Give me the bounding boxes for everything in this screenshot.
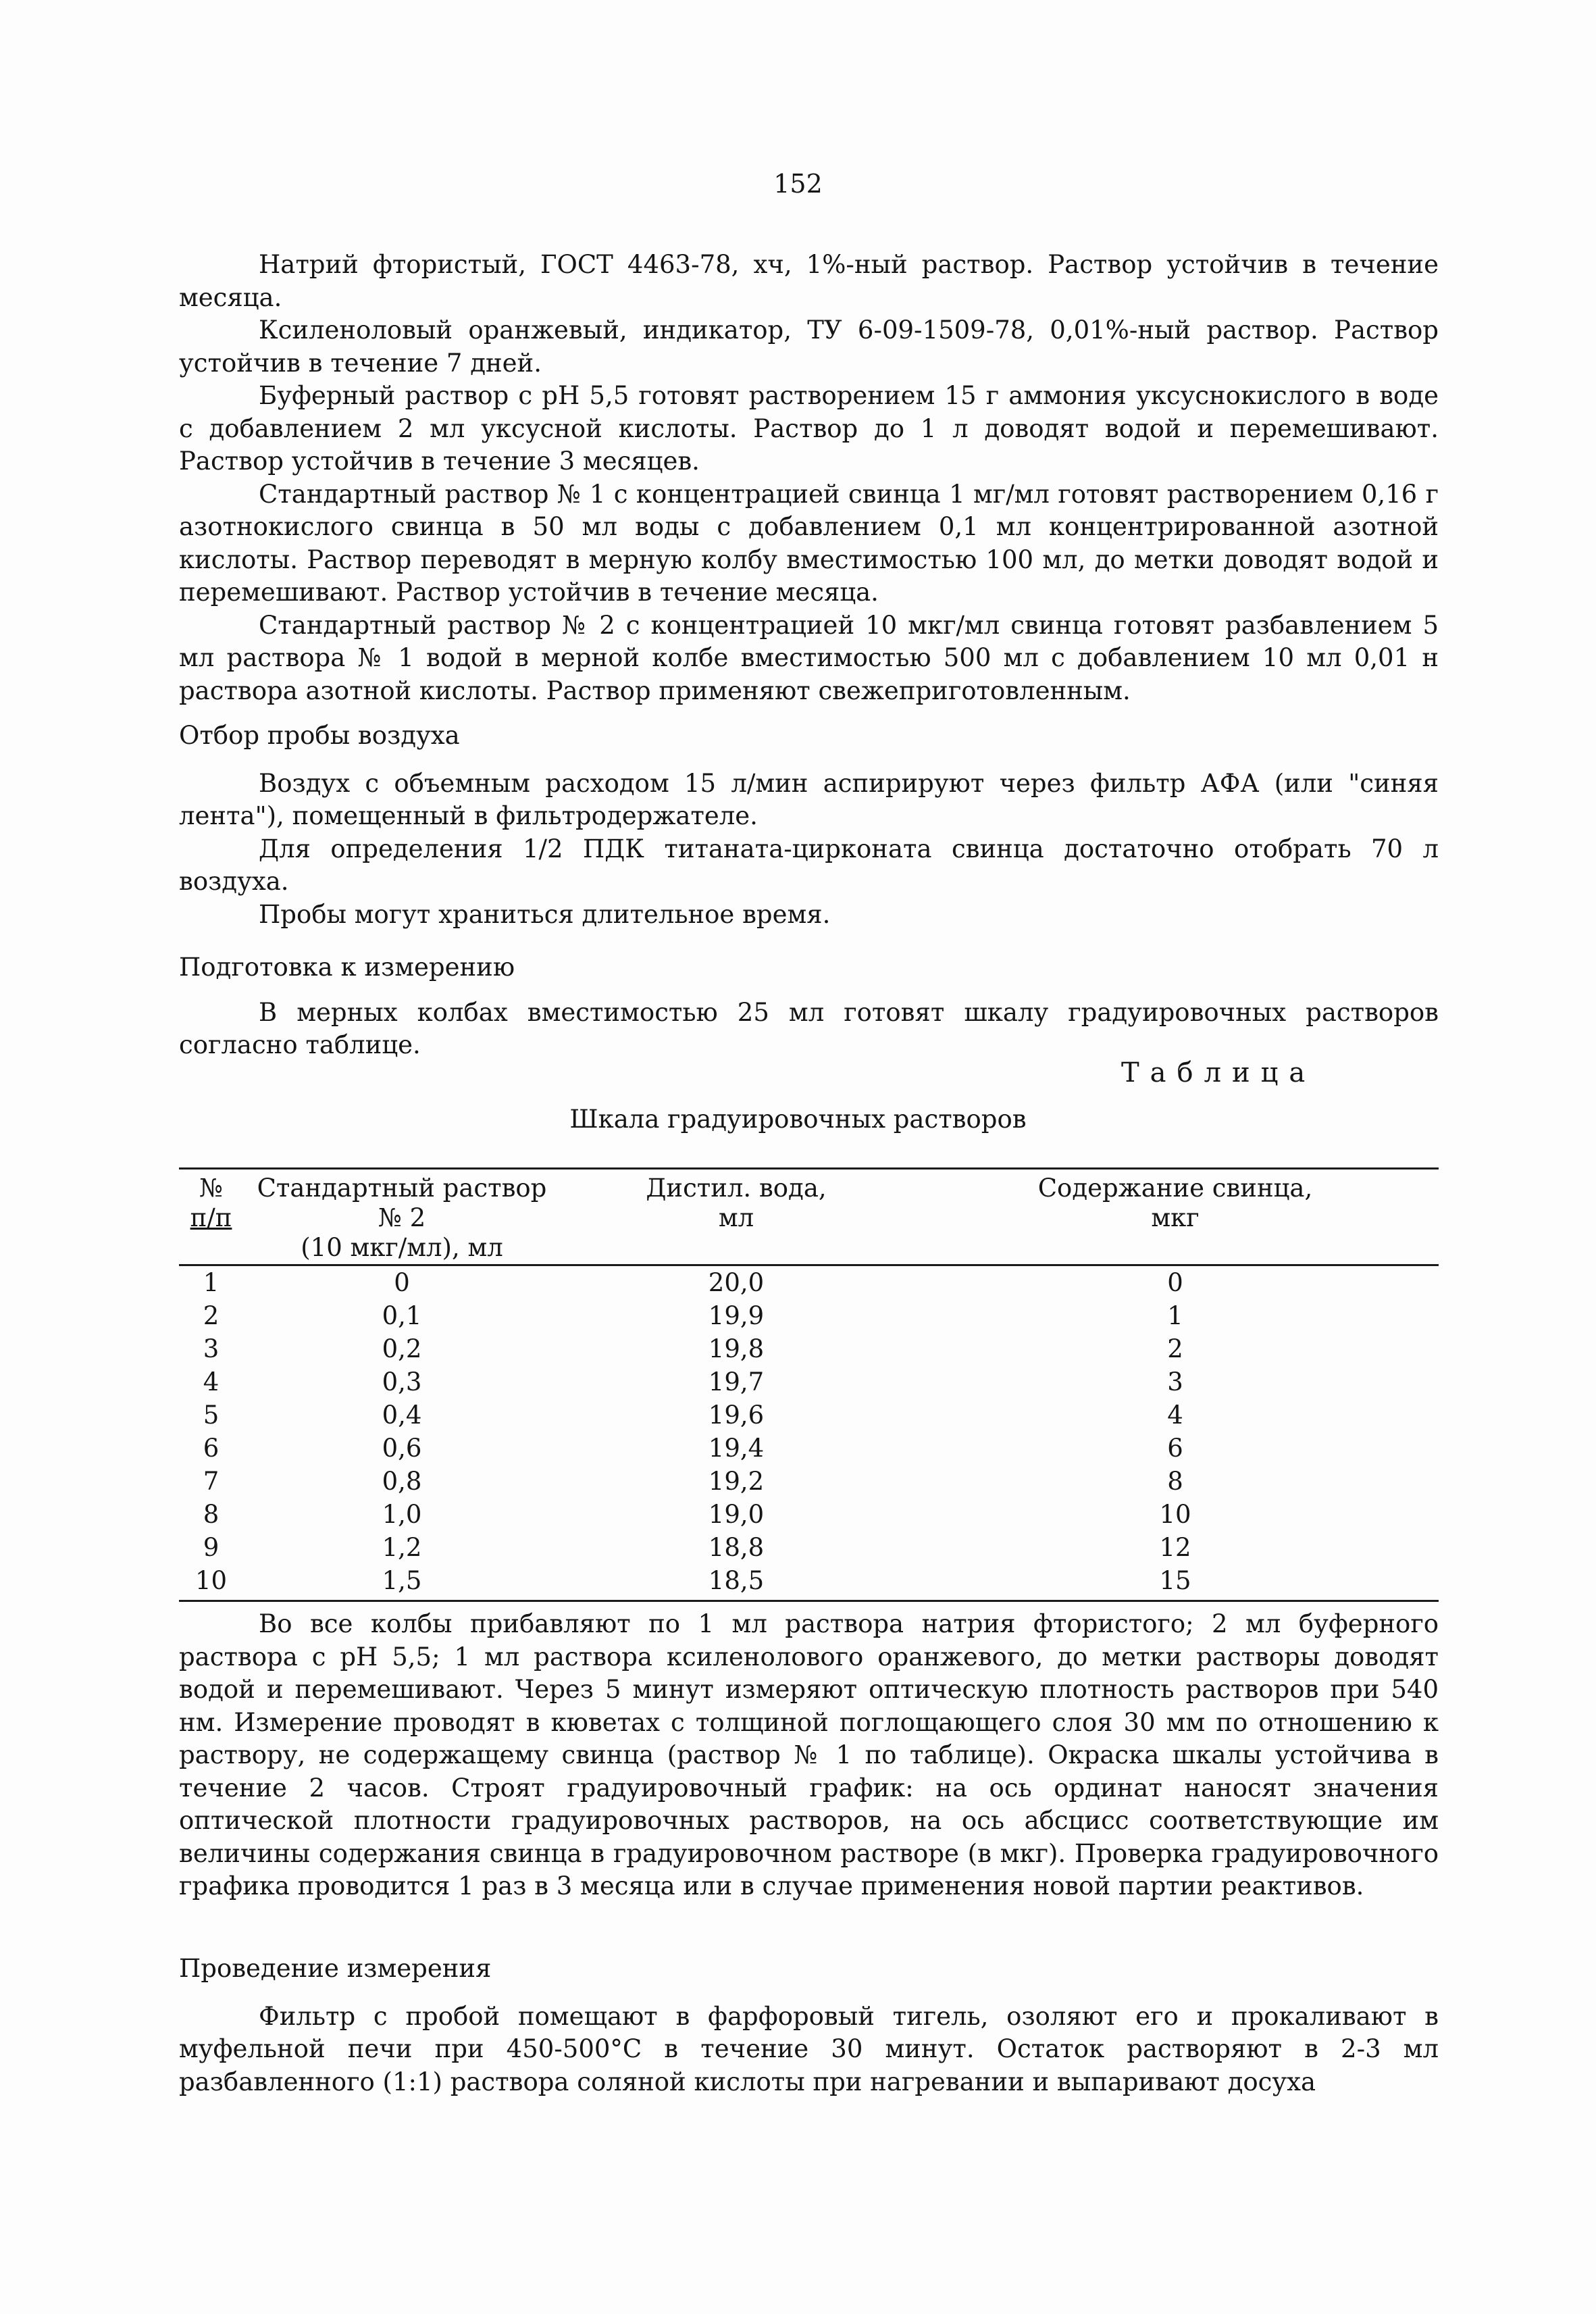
cell-number: 5 xyxy=(203,1401,220,1430)
cell-number: 4 xyxy=(203,1367,220,1397)
measurement-section xyxy=(179,1953,1439,2098)
cell-standard: 0,8 xyxy=(382,1467,422,1496)
cell-standard: 0 xyxy=(394,1268,410,1297)
cell-standard: 0,3 xyxy=(382,1367,422,1397)
heading-air-sampling: Отбор пробы воздуха xyxy=(179,721,460,750)
cell-lead: 3 xyxy=(1167,1367,1183,1397)
cell-lead: 10 xyxy=(1159,1500,1191,1529)
cell-number: 1 xyxy=(203,1268,220,1297)
preparation-section xyxy=(179,951,1439,1062)
cell-water: 19,8 xyxy=(708,1334,765,1363)
calibration-table xyxy=(179,1167,1439,1602)
reagents-section xyxy=(179,249,1439,707)
calibration-procedure-section xyxy=(179,1608,1439,1903)
table-row xyxy=(179,1332,1439,1365)
table-row xyxy=(179,1299,1439,1332)
cell-water: 19,4 xyxy=(708,1434,765,1463)
cell-water: 19,7 xyxy=(708,1367,765,1397)
paragraph-xylenol-orange: Ксиленоловый оранжевый, индикатор, ТУ 6-09-1509-78, 0,01%-ный раствор. Раствор устойчив в течение 7 дней. xyxy=(179,316,1439,378)
cell-standard: 0,1 xyxy=(382,1301,422,1330)
table-row xyxy=(179,1531,1439,1564)
cell-water: 19,0 xyxy=(708,1500,765,1529)
table-row xyxy=(179,1265,1439,1300)
table-row xyxy=(179,1564,1439,1601)
cell-water: 18,5 xyxy=(561,1564,912,1601)
paragraph-buffer-solution: Буферный раствор с pH 5,5 готовят растворением 15 г аммония уксуснокислого в воде с добавлением 2 мл уксусной кислоты. Раствор до 1 л доводят водой и перемешивают. Раствор устойчив в течение 3 месяцев. xyxy=(179,381,1439,476)
paragraph-sample-volume: Для определения 1/2 ПДК титаната-цирконата свинца достаточно отобрать 70 л воздуха. xyxy=(179,834,1439,896)
cell-standard: 0,4 xyxy=(382,1401,422,1430)
paragraph-air-flow: Воздух с объемным расходом 15 л/мин аспирируют через фильтр АФА (или "синяя лента"), помещенный в фильтродержателе. xyxy=(179,768,1439,830)
cell-lead: 4 xyxy=(1167,1401,1183,1430)
header-lead-content: Содержание свинца, мкг xyxy=(1037,1174,1313,1232)
cell-lead: 15 xyxy=(912,1564,1439,1601)
cell-water: 19,9 xyxy=(708,1301,765,1330)
heading-measurement: Проведение измерения xyxy=(179,1954,492,1983)
header-distilled-water: Дистил. вода, мл xyxy=(646,1174,827,1232)
cell-standard: 0,2 xyxy=(382,1334,422,1363)
cell-number: 2 xyxy=(203,1301,220,1330)
table-row xyxy=(179,1399,1439,1432)
paragraph-standard-solution-2: Стандартный раствор № 2 с концентрацией 10 мкг/мл свинца готовят разбавлением 5 мл раствора № 1 водой в мерной колбе вместимостью 500 мл с добавлением 10 мл 0,01 н раствора азотной кислоты. Раствор применяют свежеприготовленным. xyxy=(179,610,1439,705)
paragraph-calibration-scale: В мерных колбах вместимостью 25 мл готовят шкалу градуировочных растворов согласно таблице. xyxy=(179,997,1439,1059)
cell-standard: 0,6 xyxy=(382,1434,422,1463)
paragraph-calibration-procedure: Во все колбы прибавляют по 1 мл раствора натрия фтористого; 2 мл буферного раствора с pH 5,5; 1 мл раствора ксиленолового оранжевого, до метки растворы доводят водой и перемешивают. Через 5 минут измеряют оптическую плотность растворов при 540 нм. Измерение проводят в кюветах с толщиной поглощающего слоя 30 мм по отношению к раствору, не содержащему свинца (раствор № 1 по таблице). Окраска шкалы устойчива в течение 2 часов. Строят градуировочный график: на ось ординат наносят значения оптической плотности градуировочных растворов, на ось абсцисс соответствующие им величины содержания свинца в градуировочном растворе (в мкг). Проверка градуировочного графика проводится 1 раз в 3 месяца или в случае применения новой партии реактивов. xyxy=(179,1609,1439,1901)
heading-preparation: Подготовка к измерению xyxy=(179,953,515,982)
table-row xyxy=(179,1365,1439,1399)
cell-number: 8 xyxy=(203,1500,220,1529)
page-number: 152 xyxy=(773,169,823,199)
table-caption: Шкала градуировочных растворов xyxy=(569,1105,1027,1134)
paragraph-standard-solution-1: Стандартный раствор № 1 с концентрацией свинца 1 мг/мл готовят растворением 0,16 г азотнокислого свинца в 50 мл воды с добавлением 0,1 мл концентрированной азотной кислоты. Раствор переводят в мерную колбу вместимостью 100 мл, до метки доводят водой и перемешивают. Раствор устойчив в течение месяца. xyxy=(179,479,1439,607)
table-row xyxy=(179,1465,1439,1498)
cell-water: 20,0 xyxy=(708,1268,765,1297)
cell-water: 19,6 xyxy=(708,1401,765,1430)
cell-number: 9 xyxy=(203,1533,220,1562)
table-row xyxy=(179,1432,1439,1465)
paragraph-measurement-procedure: Фильтр с пробой помещают в фарфоровый тигель, озоляют его и прокаливают в муфельной печи при 450-500°С в течение 30 минут. Остаток растворяют в 2-3 мл разбавленного (1:1) раствора соляной кислоты при нагревании и выпаривают досуха xyxy=(179,2001,1439,2096)
cell-lead: 0 xyxy=(1167,1268,1183,1297)
cell-number: 6 xyxy=(203,1434,220,1463)
cell-lead: 2 xyxy=(1167,1334,1183,1363)
paragraph-sample-storage: Пробы могут храниться длительное время. xyxy=(259,899,831,929)
cell-standard: 1,5 xyxy=(243,1564,561,1601)
cell-lead: 1 xyxy=(1167,1301,1183,1330)
cell-water: 18,8 xyxy=(708,1533,765,1562)
sampling-section xyxy=(179,720,1439,931)
cell-water: 19,2 xyxy=(708,1467,765,1496)
header-standard-solution: Стандартный раствор № 2 (10 мкг/мл), мл xyxy=(257,1174,547,1262)
table-label: Таблица xyxy=(1121,1057,1316,1088)
cell-number: 10 xyxy=(179,1564,243,1601)
cell-number: 3 xyxy=(203,1334,220,1363)
cell-lead: 8 xyxy=(1167,1467,1183,1496)
header-row-number: № п/п xyxy=(190,1174,232,1232)
paragraph-sodium-fluoride: Натрий фтористый, ГОСТ 4463-78, хч, 1%-ный раствор. Раствор устойчив в течение месяца. xyxy=(179,250,1439,312)
cell-lead: 6 xyxy=(1167,1434,1183,1463)
cell-standard: 1,2 xyxy=(382,1533,422,1562)
cell-lead: 12 xyxy=(1159,1533,1191,1562)
cell-standard: 1,0 xyxy=(382,1500,422,1529)
table-row xyxy=(179,1498,1439,1531)
table-header-row xyxy=(179,1169,1439,1265)
cell-number: 7 xyxy=(203,1467,220,1496)
